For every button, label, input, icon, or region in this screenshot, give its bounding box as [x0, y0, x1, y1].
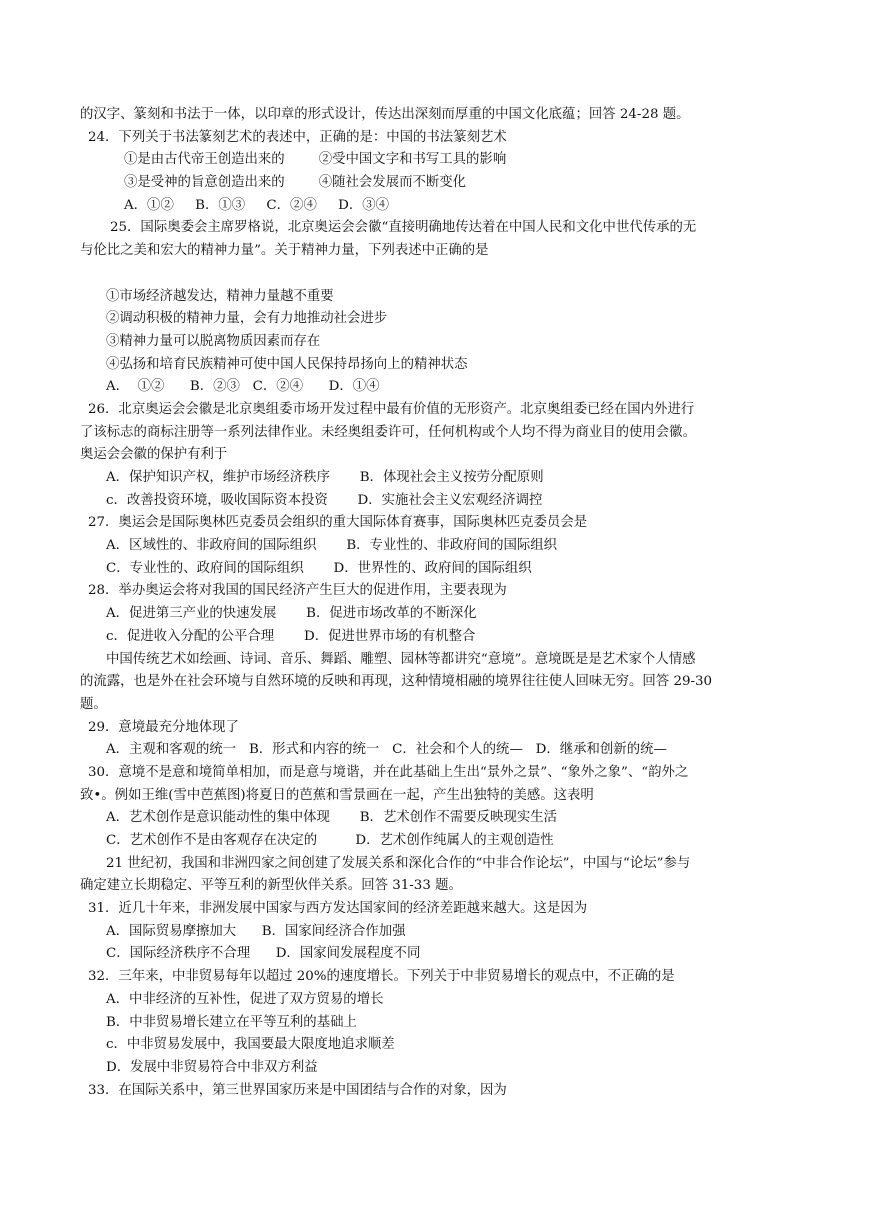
text-line: 21 世纪初，我国和非洲四家之间创建了发展关系和深化合作的“中非合作论坛”，中国与“论坛”参与	[106, 855, 691, 871]
text-line: 了该标志的商标注册等一系列法律作业。未经奥组委许可，任何机构或个人均不得为商业目的使用会徽。	[80, 424, 696, 440]
text-line: 中国传统艺术如绘画、诗词、音乐、舞蹈、雕塑、园林等都讲究“意境”。意境既是是艺术家个人情感	[106, 651, 696, 667]
text-line: 27．奥运会是国际奥林匹克委员会组织的重大国际体育赛事，国际奥林匹克委员会是	[88, 515, 588, 531]
text-line: 的汉字、篆刻和书法于一体，以印章的形式设计，传达出深刻而厚重的中国文化底蕴；回答 24-28 题。	[80, 107, 690, 122]
text-line: C．艺术创作不是由客观存在决定的 D．艺术创作纯属人的主观创造性	[106, 833, 554, 848]
text-line: 31．近几十年来，非洲发展中国家与西方发达国家间的经济差距越来越大。这是因为	[88, 901, 588, 917]
text-line: 奥运会会徽的保护有利于	[80, 447, 228, 463]
text-line: ①市场经济越发达，精神力量越不重要	[106, 288, 334, 304]
text-line: ①是由古代帝王创造出来的 ②受中国文字和书写工具的影响	[124, 152, 507, 168]
exam-page-text	[80, 104, 792, 1102]
text-line: c．改善投资环境，吸收国际资本投资 D．实施社会主义宏观经济调控	[106, 492, 543, 508]
text-line: A．主观和客观的统一 B．形式和内容的统一 C．社会和个人的统— D．继承和创新的统—	[106, 742, 667, 758]
text-line: A． ①② B．②③ C．②④ D．①④	[106, 379, 380, 395]
blank-line	[80, 263, 792, 286]
text-line: 确定建立长期稳定、平等互利的新型伙伴关系。回答 31-33 题。	[80, 878, 462, 894]
text-line: 24．下列关于书法篆刻艺术的表述中，正确的是：中国的书法篆刻艺术	[88, 129, 507, 145]
text-line: 致•。例如王维(雪中芭蕉图)将夏日的芭蕉和雪景画在一起，产生出独特的美感。这表明	[80, 787, 594, 803]
text-line: 28．举办奥运会将对我国的国民经济产生巨大的促进作用，主要表现为	[88, 583, 507, 599]
text-line: 题。	[80, 696, 107, 712]
text-line: A．中非经济的互补性，促进了双方贸易的增长	[106, 991, 384, 1007]
text-line: A．国际贸易摩擦加大 B．国家间经济合作加强	[106, 923, 406, 939]
text-line: 30．意境不是意和境简单相加，而是意与境谐，并在此基础上生出“景外之景”、“象外之象”、“韵外之	[88, 764, 689, 780]
text-line: C．专业性的、政府间的国际组织 D．世界性的、政府间的国际组织	[106, 560, 532, 576]
text-line: 25．国际奥委会主席罗格说，北京奥运会会徽“直接明确地传达着在中国人民和文化中世代传承的无	[110, 220, 697, 236]
text-line: c．中非贸易发展中，我国要最大限度地追求顺差	[106, 1037, 395, 1053]
text-line: D．发展中非贸易符合中非双方利益	[106, 1059, 318, 1075]
text-line: A．保护知识产权，维护市场经济秩序 B．体现社会主义按劳分配原则	[106, 470, 544, 485]
text-line: 26．北京奥运会会徽是北京奥组委市场开发过程中最有价值的无形资产。北京奥组委已经在国内外进行	[88, 401, 695, 417]
text-line: 与伦比之美和宏大的精神力量”。关于精神力量，下列表述中正确的是	[80, 243, 489, 259]
text-line: 的流露，也是外在社会环境与自然环境的反映和再现，这种情境相融的境界往往使人回味无穷。回答 29-30	[80, 674, 713, 690]
text-line: C．国际经济秩序不合理 D．国家间发展程度不同	[106, 946, 421, 962]
text-line: A．促进第三产业的快速发展 B．促进市场改革的不断深化	[106, 606, 477, 622]
text-line: A．区域性的、非政府间的国际组织 B．专业性的、非政府间的国际组织	[106, 538, 558, 554]
text-line: 29．意境最充分地体现了	[88, 719, 239, 735]
text-line: A．艺术创作是意识能动性的集中体现 B．艺术创作不需要反映现实生活	[106, 810, 558, 826]
text-line: ③是受神的旨意创造出来的 ④随社会发展而不断变化	[124, 175, 467, 191]
text-line: 32．三年来，中非贸易每年以超过 20%的速度增长。下列关于中非贸易增长的观点中，不正确的是	[88, 969, 675, 985]
text-line: B．中非贸易增长建立在平等互利的基础上	[106, 1014, 357, 1030]
text-line: ④弘扬和培育民族精神可使中国人民保持昂扬向上的精神状态	[106, 356, 468, 372]
text-line: c．促进收入分配的公平合理 D．促进世界市场的有机整合	[106, 628, 476, 644]
text-line: A．①② B．①③ C．②④ D．③④	[124, 197, 390, 213]
text-line: ②调动积极的精神力量，会有力地推动社会进步	[106, 311, 388, 327]
text-line: ③精神力量可以脱离物质因素而存在	[106, 333, 321, 349]
text-line: 33．在国际关系中，第三世界国家历来是中国团结与合作的对象，因为	[88, 1082, 507, 1098]
